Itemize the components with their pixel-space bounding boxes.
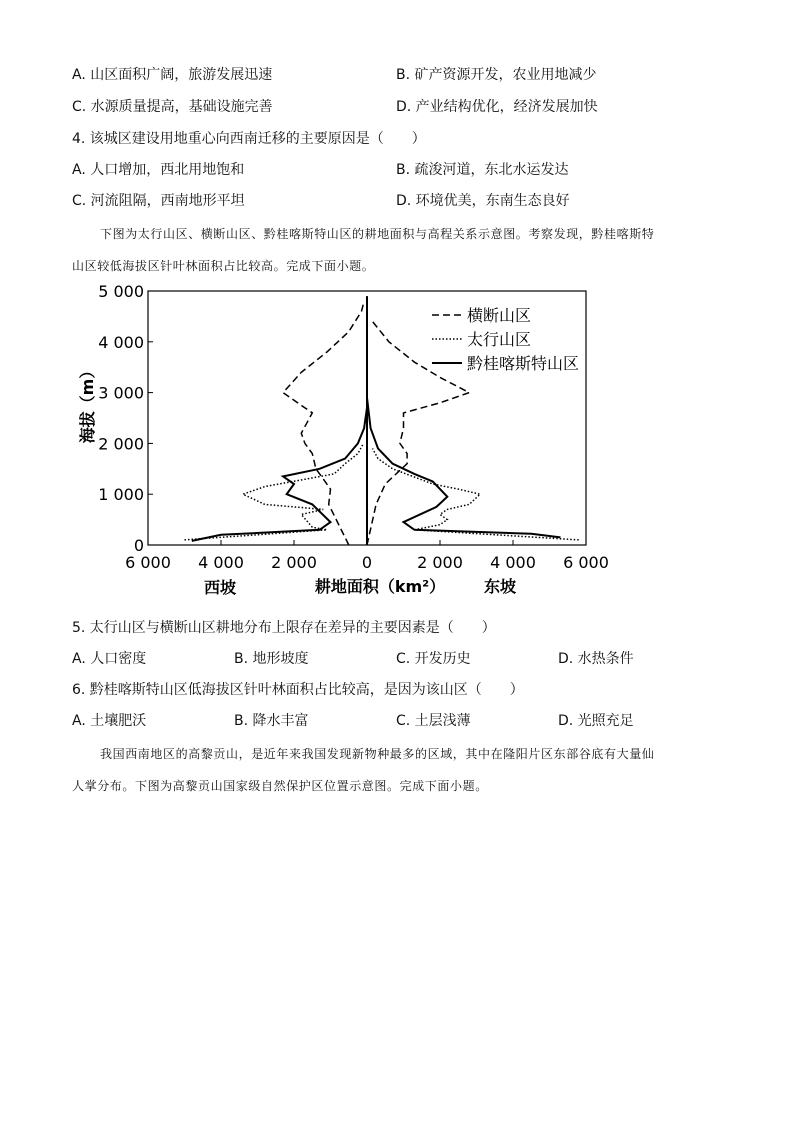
q5-option-b: B. 地形坡度 — [234, 651, 309, 667]
x-tick-label: 4 000 — [198, 553, 244, 572]
q4-stem: 4. 该城区建设用地重心向西南迁移的主要原因是（ ） — [72, 131, 426, 147]
series-2-west-line — [192, 408, 367, 541]
q4-option-b: B. 疏浚河道，东北水运发达 — [396, 162, 569, 178]
chart-ticks — [98, 282, 609, 572]
series-2-east-line — [367, 398, 561, 538]
q4-option-c: C. 河流阻隔，西南地形平坦 — [72, 193, 245, 209]
q6-stem: 6. 黔桂喀斯特山区低海拔区针叶林面积占比较高，是因为该山区（ ） — [72, 682, 524, 698]
q4-option-d: D. 环境优美，东南生态良好 — [396, 193, 570, 209]
x-tick-label: 4 000 — [490, 553, 536, 572]
x-tick-label: 2 000 — [417, 553, 463, 572]
x-tick-label: 0 — [361, 553, 373, 572]
q3-option-b: B. 矿产资源开发，农业用地减少 — [396, 67, 597, 83]
q5-option-c: C. 开发历史 — [396, 651, 471, 667]
q6-option-a: A. 土壤肥沃 — [72, 713, 147, 729]
q5-option-d: D. 水热条件 — [558, 651, 634, 667]
q5-option-a: A. 人口密度 — [72, 651, 147, 667]
q3-option-a: A. 山区面积广阔，旅游发展迅速 — [72, 67, 273, 83]
q3-option-d: D. 产业结构优化，经济发展加快 — [396, 99, 598, 115]
chart-xlabel-west: 西坡 — [203, 578, 237, 597]
y-tick-label: 0 — [133, 536, 144, 555]
y-tick-label: 5 000 — [98, 282, 144, 301]
series-0-west-line — [283, 301, 364, 545]
y-tick-label: 2 000 — [98, 434, 144, 454]
x-tick-label: 6 000 — [563, 553, 609, 572]
series-1-east-line — [373, 449, 579, 540]
q6-option-d: D. 光照充足 — [558, 713, 634, 729]
q3-option-c: C. 水源质量提高，基础设施完善 — [72, 99, 273, 115]
chart-xlabel: 耕地面积（km²） — [314, 577, 446, 596]
y-tick-label: 1 000 — [98, 485, 144, 505]
intro1-line1: 下图为太行山区、横断山区、黔桂喀斯特山区的耕地面积与高程关系示意图。考察发现，黔桂喀斯特 — [100, 227, 655, 241]
chart-ylabel: 海拔（m） — [78, 362, 97, 444]
q4-option-a: A. 人口增加，西北用地饱和 — [72, 162, 245, 178]
q6-option-c: C. 土层浅薄 — [396, 713, 471, 729]
x-tick-label: 2 000 — [271, 553, 317, 572]
y-tick-label: 3 000 — [98, 383, 144, 403]
legend-label-0: 横断山区 — [467, 306, 532, 325]
chart-xlabel-east: 东坡 — [483, 577, 517, 596]
intro1-line2: 山区较低海拔区针叶林面积占比较高。完成下面小题。 — [72, 259, 375, 273]
chart-legend — [432, 306, 579, 373]
legend-label-2: 黔桂喀斯特山区 — [467, 354, 580, 373]
q6-option-b: B. 降水丰富 — [234, 713, 309, 729]
intro2-line1: 我国西南地区的高黎贡山，是近年来我国发现新物种最多的区域，其中在隆阳片区东部谷底有大量仙 — [100, 747, 655, 761]
cropland-elevation-chart — [0, 280, 794, 610]
y-tick-label: 4 000 — [98, 332, 144, 352]
intro2-line2: 人掌分布。下图为高黎贡山国家级自然保护区位置示意图。完成下面小题。 — [72, 779, 488, 793]
series-0-east-line — [367, 322, 469, 546]
x-tick-label: 6 000 — [125, 553, 171, 572]
q5-stem: 5. 太行山区与横断山区耕地分布上限存在差异的主要因素是（ ） — [72, 620, 496, 636]
legend-label-1: 太行山区 — [467, 330, 532, 349]
series-1-west-line — [185, 443, 364, 540]
